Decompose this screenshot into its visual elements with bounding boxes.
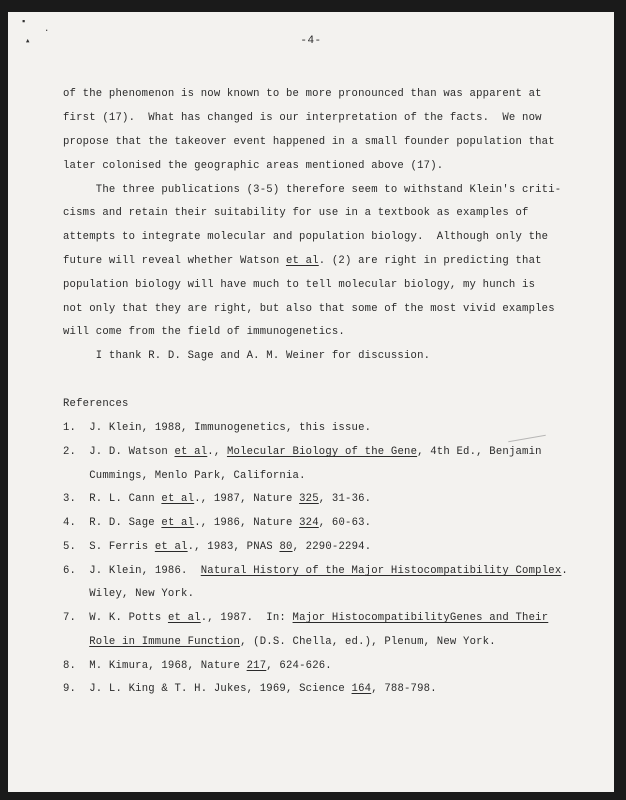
body-line: will come from the field of immunogenetics.: [63, 326, 345, 338]
ref-volume: 325: [299, 493, 319, 505]
ref-text: W. K. Potts: [89, 612, 168, 624]
body-line: not only that they are right, but also that some of the most vivid examples: [63, 303, 555, 315]
ref-text: ., 1987. In:: [200, 612, 293, 624]
ref-text: ., 1987, Nature: [194, 493, 300, 505]
ref-text: R. D. Sage: [89, 517, 162, 529]
ref-title: Major HistocompatibilityGenes and Their: [292, 612, 549, 624]
ref-number: 6.: [63, 565, 77, 577]
ref-text: R. L. Cann: [89, 493, 162, 505]
ref-number: 4.: [63, 517, 77, 529]
reference-item: [63, 517, 371, 530]
body-line: population biology will have much to tell molecular biology, my hunch is: [63, 279, 536, 291]
margin-mark: ▴: [25, 36, 31, 46]
reference-continuation: [63, 636, 496, 649]
acknowledgement: I thank R. D. Sage and A. M. Weiner for discussion.: [63, 350, 431, 362]
reference-continuation: [63, 588, 194, 601]
body-line: [63, 255, 542, 268]
ref-text: Cummings, Menlo Park, California.: [89, 470, 306, 482]
ref-number: 2.: [63, 446, 77, 458]
ref-text: J. L. King & T. H. Jukes, 1969, Science: [89, 683, 352, 695]
ref-text: J. Klein, 1986.: [89, 565, 201, 577]
text: future will reveal whether Watson: [63, 255, 286, 267]
ref-text: S. Ferris: [89, 541, 155, 553]
ref-text: Wiley, New York.: [89, 588, 195, 600]
reference-item: [63, 565, 568, 578]
references-heading: References: [63, 398, 129, 410]
body-line: cisms and retain their suitability for use in a textbook as examples of: [63, 207, 529, 219]
page-number: -4-: [300, 35, 322, 47]
document-page: [8, 12, 614, 792]
ref-volume: 80: [279, 541, 293, 553]
ref-text: , 31-36.: [318, 493, 372, 505]
ref-etal: et al: [161, 517, 195, 529]
margin-mark: ▪: [21, 17, 27, 27]
margin-mark: ·: [44, 26, 50, 36]
reference-item: [63, 422, 371, 435]
ref-text: , 624-626.: [266, 660, 332, 672]
body-line: The three publications (3-5) therefore seem to withstand Klein's criti-: [63, 184, 562, 196]
ref-text: , 2290-2294.: [292, 541, 372, 553]
ref-text: , 60-63.: [318, 517, 372, 529]
body-line: later colonised the geographic areas mentioned above (17).: [63, 160, 444, 172]
ref-volume: 324: [299, 517, 319, 529]
body-line: attempts to integrate molecular and population biology. Although only the: [63, 231, 549, 243]
reference-item: [63, 660, 332, 673]
reference-continuation: [63, 470, 306, 483]
ref-number: 9.: [63, 683, 77, 695]
body-line: first (17). What has changed is our interpretation of the facts. We now: [63, 112, 542, 124]
ref-number: 5.: [63, 541, 77, 553]
ref-text: J. D. Watson: [89, 446, 175, 458]
reference-item: [63, 541, 371, 554]
underlined-text: et al: [285, 255, 319, 267]
ref-text: J. Klein, 1988, Immunogenetics, this issue.: [89, 422, 372, 434]
ref-title: Natural History of the Major Histocompatibility Complex: [200, 565, 562, 577]
ref-text: ., 1983, PNAS: [187, 541, 280, 553]
ref-title: Molecular Biology of the Gene: [226, 446, 418, 458]
ref-etal: et al: [161, 493, 195, 505]
ref-text: , 788-798.: [371, 683, 437, 695]
ref-text: ., 1986, Nature: [194, 517, 300, 529]
ref-number: 7.: [63, 612, 77, 624]
pencil-stroke: [508, 435, 546, 443]
reference-item: [63, 683, 437, 696]
ref-volume: 164: [351, 683, 372, 695]
body-line: of the phenomenon is now known to be more pronounced than was apparent at: [63, 88, 542, 100]
ref-title: Role in Immune Function: [89, 636, 241, 648]
body-line: propose that the takeover event happened in a small founder population that: [63, 136, 555, 148]
ref-text: , (D.S. Chella, ed.), Plenum, New York.: [240, 636, 496, 648]
ref-etal: et al: [174, 446, 208, 458]
reference-item: [63, 612, 548, 625]
ref-text: , 4th Ed., Benjamin: [417, 446, 542, 458]
ref-text: .,: [207, 446, 227, 458]
ref-etal: et al: [167, 612, 201, 624]
text: . (2) are right in predicting that: [318, 255, 542, 267]
ref-number: 8.: [63, 660, 77, 672]
ref-number: 1.: [63, 422, 77, 434]
reference-item: [63, 493, 371, 506]
reference-item: [63, 446, 542, 459]
ref-etal: et al: [154, 541, 188, 553]
ref-number: 3.: [63, 493, 77, 505]
ref-text: .: [561, 565, 568, 577]
ref-text: M. Kimura, 1968, Nature: [89, 660, 247, 672]
ref-volume: 217: [246, 660, 267, 672]
